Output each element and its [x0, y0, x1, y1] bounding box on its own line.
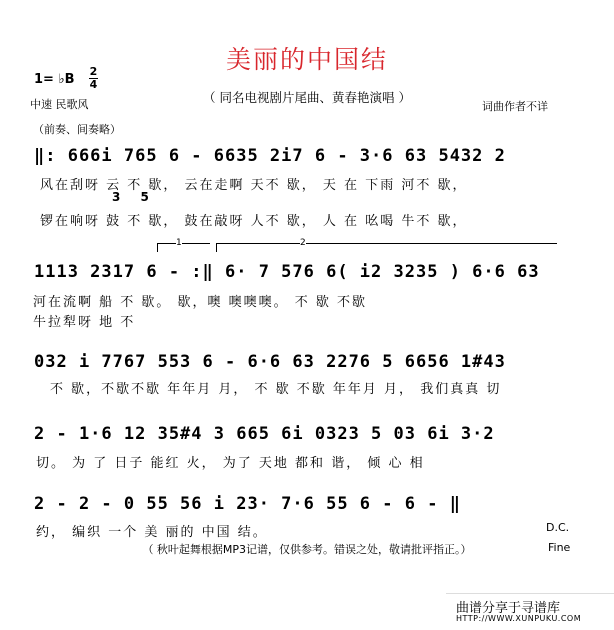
- lyric-row-2a: 河在流啊 船 不 歇。 歇，噢 噢噢噢。 不 歇 不歇: [33, 295, 368, 310]
- lyric-row-1a: 风在刮呀 云 不 歇， 云在走啊 天不 歇， 天 在 下雨 河不 歇，: [40, 178, 468, 193]
- watermark-name: 曲谱分享于寻谱库: [456, 601, 561, 616]
- song-title: 美丽的中国结: [225, 45, 388, 74]
- notation-row-4: 2 - 1·6 12 35#4 3 665 6i 0323 5 03 6i 3·2: [34, 424, 495, 444]
- meter-top: 2: [89, 65, 98, 78]
- notation-row-2: 1113 2317 6 - :‖ 6· 7 576 6( i2 3235 ) 6·6 63: [34, 262, 540, 282]
- volta-1-label: 1: [176, 238, 182, 248]
- lyric-row-3: 不 歇，不歇不歇 年年月 月， 不 歇 不歇 年年月 月， 我们真真 切: [50, 382, 502, 397]
- lyric-row-4: 切。 为 了 日子 能红 火， 为了 天地 都和 谐， 倾 心 相: [36, 456, 425, 471]
- notation-row-1: ‖: 666i 765 6 - 6635 2i7 6 - 3·6 63 5432 2: [34, 146, 506, 166]
- key-signature: 1= ♭B: [34, 72, 75, 87]
- lyric-row-1b: 锣在响呀 鼓 不 歇， 鼓在敲呀 人不 歇， 人 在 吆喝 牛不 歇，: [40, 214, 468, 229]
- transcriber-note: （ 秋叶起舞根据MP3记谱，仅供参考。错误之处，敬请批评指正。）: [142, 543, 472, 556]
- watermark-url: HTTP://WWW.XUNPUKU.COM: [456, 614, 582, 623]
- volta-2-label: 2: [300, 238, 306, 248]
- meter-bottom: 4: [89, 78, 98, 91]
- notation-row-3: 032 i 7767 553 6 - 6·6 63 2276 5 6656 1#43: [34, 352, 506, 372]
- lyric-row-2b: 牛拉犁呀 地 不: [33, 315, 136, 330]
- dc-marking: D.C.: [546, 521, 570, 534]
- song-subtitle: （ 同名电视剧片尾曲、黄春艳演唱 ）: [203, 90, 411, 105]
- notation-row-5: 2 - 2 - 0 55 56 i 23· 7·6 55 6 - 6 - ‖: [34, 494, 461, 514]
- fine-marking: Fine: [548, 541, 571, 554]
- credit-line: 词曲作者不详: [482, 100, 548, 113]
- upper-voice-notes: 3 5: [112, 190, 157, 204]
- volta-bracket-2: [216, 243, 557, 252]
- time-signature: [89, 67, 98, 90]
- intro-note: （前奏、间奏略）: [33, 123, 121, 136]
- volta-bracket-1: [157, 243, 210, 252]
- lyric-row-5: 约， 编织 一个 美 丽的 中国 结。: [36, 525, 268, 540]
- tempo-marking: 中速 民歌风: [30, 98, 89, 111]
